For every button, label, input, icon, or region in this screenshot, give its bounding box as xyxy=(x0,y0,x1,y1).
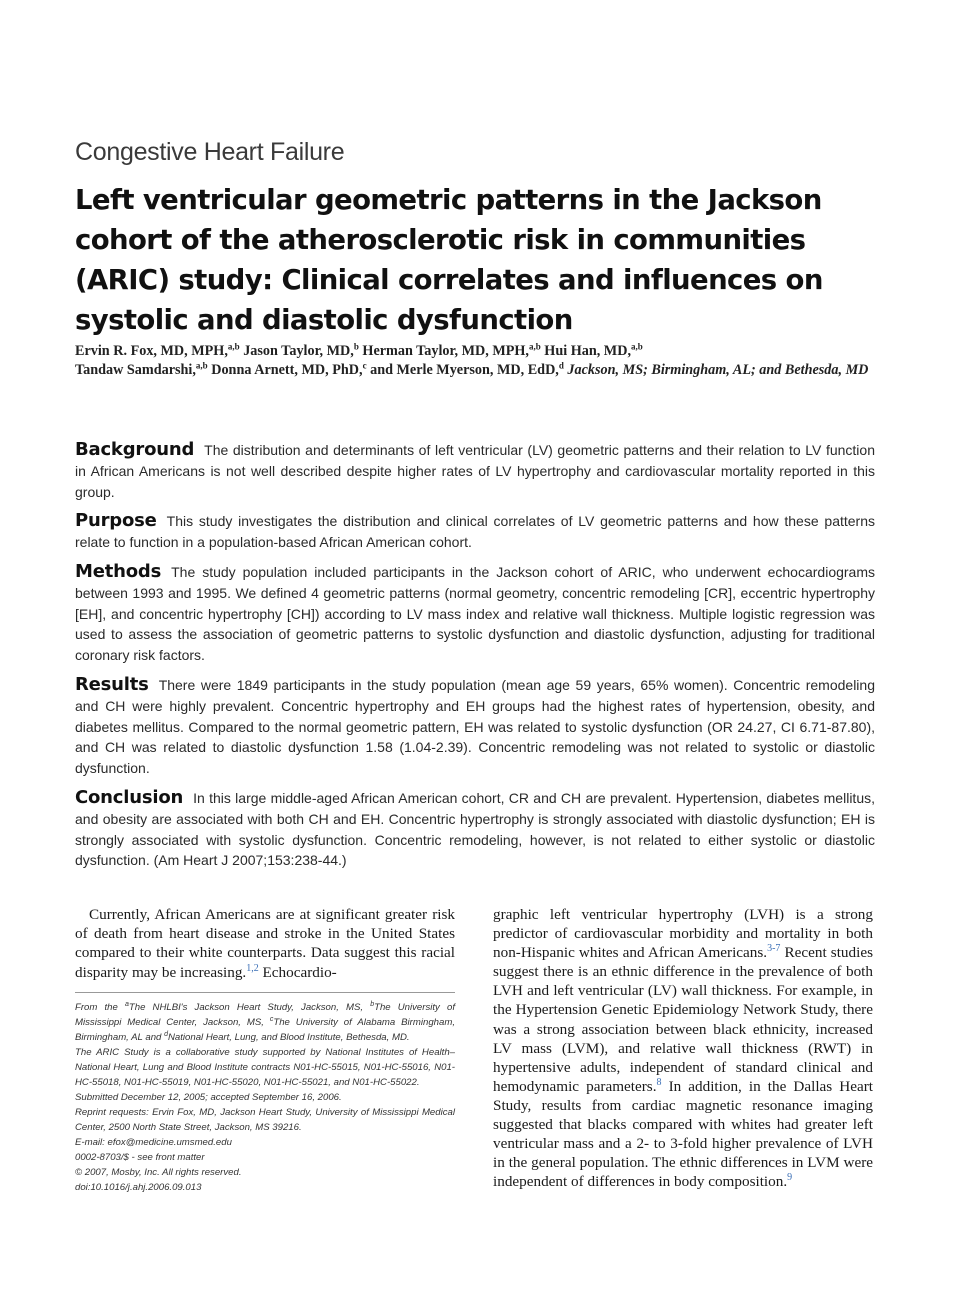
abstract-background xyxy=(75,440,875,502)
affiliation-marker: a xyxy=(124,1000,129,1008)
abstract-heading: Purpose xyxy=(75,510,157,532)
footnote-issn: 0002-8703/$ - see front matter xyxy=(75,1152,205,1163)
section-label: Congestive Heart Failure xyxy=(75,138,345,166)
affiliation-marker: d xyxy=(164,1030,168,1038)
abstract-heading: Results xyxy=(75,673,149,695)
abstract-text: The distribution and determinants of left ventricular (LV) geometric patterns and their relation to LV function in African Americans is not well described despite higher rates of LV hypertrophy and cardiovascular mortality reported in this group. xyxy=(75,442,875,500)
abstract-heading: Methods xyxy=(75,560,162,582)
footnote-doi[interactable]: doi:10.1016/j.ahj.2006.09.013 xyxy=(75,1182,202,1193)
author-arnett: Donna Arnett, MD, PhD, xyxy=(207,361,363,378)
affiliation-marker: b xyxy=(353,341,359,352)
body-paragraph xyxy=(75,905,455,982)
abstract-conclusion xyxy=(75,788,875,871)
abstract-purpose xyxy=(75,511,875,553)
reference-link[interactable]: 8 xyxy=(656,1076,662,1088)
abstract xyxy=(75,440,875,880)
abstract-text: In this large middle-aged African American cohort, CR and CH are prevalent. Hypertension, diabetes mellitus, and obesity are associated with both CH and EH. Concentric hypertrophy is strongly associated with diastolic dysfunction; EH is strongly associated with systolic dysfunction. Concentric remodeling, however, is not related to either systolic or diastolic dysfunction. (Am Heart J 2007;153:238-44.) xyxy=(75,789,875,869)
footnote-reprint: Reprint requests: Ervin Fox, MD, Jackson Heart Study, University of Mississippi Medical Center, 2500 North State Street, Jackson, MS 39216. xyxy=(75,1107,455,1133)
affiliation-marker: a,b xyxy=(227,341,240,352)
footnote-copyright: © 2007, Mosby, Inc. All rights reserved. xyxy=(75,1167,242,1178)
body-paragraph xyxy=(493,905,873,1191)
affiliation-marker: a,b xyxy=(528,341,541,352)
affiliation-marker: a,b xyxy=(195,359,208,370)
author-htaylor: Herman Taylor, MD, MPH, xyxy=(358,343,529,359)
author-samdarshi: Tandaw Samdarshi, xyxy=(75,361,196,378)
affiliation-marker: b xyxy=(370,1000,375,1008)
reference-link[interactable]: 9 xyxy=(787,1172,793,1184)
body-column-right xyxy=(493,905,873,1191)
footnote-affiliations xyxy=(75,1000,455,1045)
footnote-text: National Heart, Lung, and Blood Institute, Bethesda, MD. xyxy=(167,1032,410,1043)
footnote-text: The NHLBI's Jackson Heart Study, Jackson, MS, xyxy=(128,1002,371,1013)
author-locations: Jackson, MS; Birmingham, AL; and Bethesda, MD xyxy=(563,361,869,378)
affiliation-marker: c xyxy=(269,1015,274,1023)
abstract-text: There were 1849 participants in the study population (mean age 59 years, 65% women). Concentric remodeling and CH were highly prevalent. Concentric hypertrophy and EH groups had the highest rates of hypertension, obesity, and diabetes mellitus. Compared to the normal geometric pattern, EH was related to systolic dysfunction (OR 24.27, CI 6.71-87.80), and CH was related to diastolic dysfunction 1.58 (1.04-2.39). Concentric remodeling was not related to systolic or diastolic dysfunction. xyxy=(75,676,875,777)
abstract-heading: Conclusion xyxy=(75,786,184,808)
body-text: graphic left ventricular hypertrophy (LVH) is a strong predictor of cardiovascular morbidity and mortality in both non-Hispanic whites and African Americans. xyxy=(493,906,873,962)
footnote-text: From the xyxy=(75,1002,125,1013)
article-title: Left ventricular geometric patterns in the Jackson cohort of the atherosclerotic risk in communities (ARIC) study: Clinical correlates and influences on systolic and diastolic dysfunction xyxy=(75,184,823,336)
affiliation-marker: a,b xyxy=(631,341,643,352)
reference-link[interactable]: 3-7 xyxy=(767,943,781,955)
affiliation-marker: c xyxy=(362,359,367,370)
abstract-methods xyxy=(75,562,875,666)
abstract-results xyxy=(75,675,875,779)
footnote-submitted: Submitted December 12, 2005; accepted September 16, 2006. xyxy=(75,1092,342,1103)
abstract-text: The study population included participants in the Jackson cohort of ARIC, who underwent echocardiograms between 1993 and 1995. We defined 4 geometric patterns (normal geometry, concentric remodeling [CR], eccentric hypertrophy [EH], and concentric hypertrophy [CH]) according to LV mass index and relative wall thickness. Multiple logistic regression was used to assess the association of geometric patterns to systolic dysfunction and diastolic dysfunction, adjusting for traditional coronary risk factors. xyxy=(75,563,875,664)
footnotes xyxy=(75,1000,455,1195)
footnote-text: The University of Alabama Birmingham, Birmingham, AL and xyxy=(75,1017,455,1043)
body-column-left xyxy=(75,905,455,982)
footnote-divider xyxy=(75,992,455,993)
author-han: Hui Han, MD, xyxy=(540,343,631,359)
footnote-funding: The ARIC Study is a collaborative study supported by National Institutes of Health–National Heart, Lung and Blood Institute contracts N01-HC-55015, N01-HC-55016, N01-HC-55018, N01-HC-55019, N01-HC-55020, N01-HC-55021, and N01-HC-55022. xyxy=(75,1047,455,1088)
body-text: In addition, in the Dallas Heart Study, results from cardiac magnetic resonance imaging suggested that blacks compared with whites had greater left ventricular mass and a 2- to 3-fold higher prevalence of LVH in the general population. The ethnic differences in LVM were independent of differences in body composition. xyxy=(493,1077,873,1191)
reference-link[interactable]: 1,2 xyxy=(246,962,259,974)
footnote-email[interactable]: E-mail: efox@medicine.umsmed.edu xyxy=(75,1137,232,1148)
abstract-text: This study investigates the distribution and clinical correlates of LV geometric patterns and how these patterns relate to function in a population-based African American cohort. xyxy=(75,513,875,551)
author-jtaylor: Jason Taylor, MD, xyxy=(239,343,354,359)
author-fox: Ervin R. Fox, MD, MPH, xyxy=(75,343,228,359)
body-text: Currently, African Americans are at significant greater risk of death from heart disease and stroke in the United States compared to their white counterparts. Data suggest this racial disparity may be increasing. xyxy=(75,906,455,981)
author-list xyxy=(75,342,895,379)
affiliation-marker: d xyxy=(558,359,564,370)
abstract-heading: Background xyxy=(75,439,195,460)
body-text: Echocardio- xyxy=(258,963,337,981)
body-text: Recent studies suggest there is an ethnic difference in the prevalence of both LVH and left ventricular (LV) wall thickness. For example, in the Hypertension Genetic Epidemiology Network Study, there was a strong association between black ethnicity, increased LV mass (LVM), and relative wall thickness (RWT) in hypertensive adults, independent of standard clinical and hemodynamic parameters. xyxy=(493,944,873,1095)
footnote-text: The University of Mississippi Medical Center, Jackson, MS, xyxy=(75,1002,455,1028)
author-myerson: and Merle Myerson, MD, EdD, xyxy=(366,361,559,378)
